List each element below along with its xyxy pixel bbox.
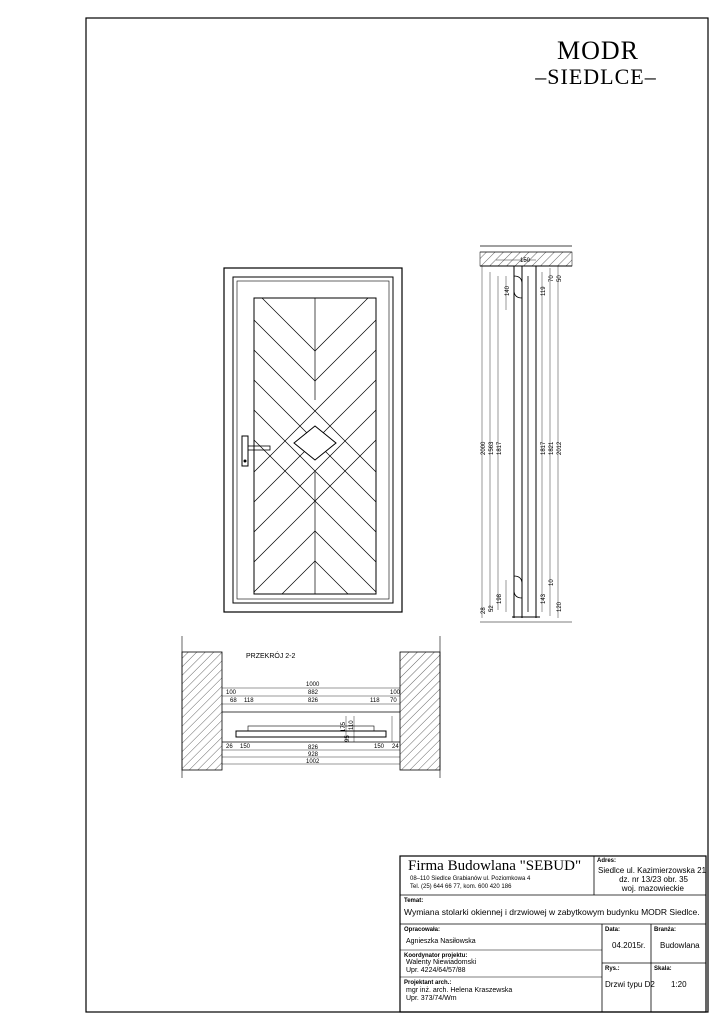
dim-right-143: 143 (541, 593, 547, 604)
dim-1002: 1002 (306, 759, 320, 765)
dim-26: 26 (226, 744, 233, 750)
dim-right-10: 10 (549, 579, 555, 586)
dim-right-2012: 2012 (557, 441, 563, 455)
address-line-2: dz. nr 13/23 obr. 35 (619, 875, 688, 884)
dim-left-28: 28 (481, 607, 487, 614)
dim-68: 68 (230, 698, 237, 704)
dim-150-right: 150 (374, 744, 385, 750)
dim-826-top: 826 (308, 698, 319, 704)
dim-top-150: 150 (520, 258, 531, 264)
section-label: PRZEKRÓJ 2-2 (246, 653, 296, 660)
designer-name: mgr inż. arch. Helena Kraszewska (406, 987, 513, 994)
dim-882: 882 (308, 690, 319, 696)
dim-right-1821: 1821 (549, 441, 555, 455)
dim-right-119: 119 (541, 286, 547, 296)
side-section (480, 246, 572, 622)
address-line-3: woj. mazowieckie (621, 884, 684, 893)
dim-826-bottom: 826 (308, 745, 319, 751)
firm-name: Firma Budowlana "SEBUD" (408, 858, 582, 874)
designer-label: Projektant arch.: (404, 980, 452, 986)
dim-right-120: 120 (557, 601, 563, 612)
dim-right-70: 70 (549, 275, 555, 282)
branch-label: Branża: (654, 927, 677, 933)
scale-label: Skala: (654, 966, 672, 972)
dim-95: 95 (345, 735, 351, 742)
dim-right-50: 50 (557, 275, 563, 282)
dim-70: 70 (390, 698, 397, 704)
wall-left (182, 652, 222, 770)
dim-left-52: 52 (489, 605, 495, 612)
branch-value: Budowlana (660, 941, 700, 950)
scale-value: 1:20 (671, 980, 687, 989)
dim-100-right: 100 (390, 690, 401, 696)
drawing-label: Rys.: (605, 966, 620, 972)
topic-text: Wymiana stolarki okiennej i drzwiowej w zabytkowym budynku MODR Siedlce. (404, 907, 700, 917)
dim-175: 175 (341, 721, 347, 732)
wall-right (400, 652, 440, 770)
designer-license: Upr. 373/74/Wm (406, 995, 457, 1002)
dim-118-left: 118 (244, 698, 254, 704)
dim-left-1817: 1817 (497, 441, 503, 455)
coordinator-name: Walenty Niewiadomski (406, 959, 477, 966)
firm-address: 08–110 Siedlce Grabianów ul. Poziomkowa 4 (410, 876, 531, 882)
topic-label: Temat: (404, 898, 424, 904)
prepared-label: Opracowała: (404, 927, 441, 933)
dim-24: 24 (392, 744, 399, 750)
date-value: 04.2015r. (612, 941, 646, 950)
coordinator-label: Koordynator projektu: (404, 953, 468, 959)
firm-phone: Tel. (25) 644 66 77, kom. 600 420 186 (410, 884, 512, 890)
section-dim-labels (226, 682, 401, 765)
dim-150-left: 150 (240, 744, 251, 750)
dim-110: 110 (349, 720, 355, 730)
date-label: Data: (605, 927, 621, 933)
coordinator-license: Upr. 4224/64/57/88 (406, 967, 466, 974)
address-label: Adres: (597, 858, 617, 864)
dim-left-1563: 1563 (489, 441, 495, 455)
dim-928: 928 (308, 752, 319, 758)
dim-left-140: 140 (505, 285, 511, 296)
drawing-value: Drzwi typu D2 (605, 980, 655, 989)
dim-left-2000: 2000 (481, 441, 487, 455)
header-subtitle: –SIEDLCE– (535, 64, 657, 89)
prepared-by: Agnieszka Nasiłowska (406, 938, 476, 945)
dim-100-left: 100 (226, 690, 237, 696)
dim-right-1817: 1817 (541, 441, 547, 455)
header-title: MODR (556, 36, 639, 65)
address-line-1: Siedlce ul. Kazimierzowska 21 (598, 866, 707, 875)
dim-left-198: 198 (497, 593, 503, 604)
door-elevation (224, 268, 402, 622)
dim-118-right: 118 (370, 698, 380, 704)
dim-1000: 1000 (306, 682, 320, 688)
